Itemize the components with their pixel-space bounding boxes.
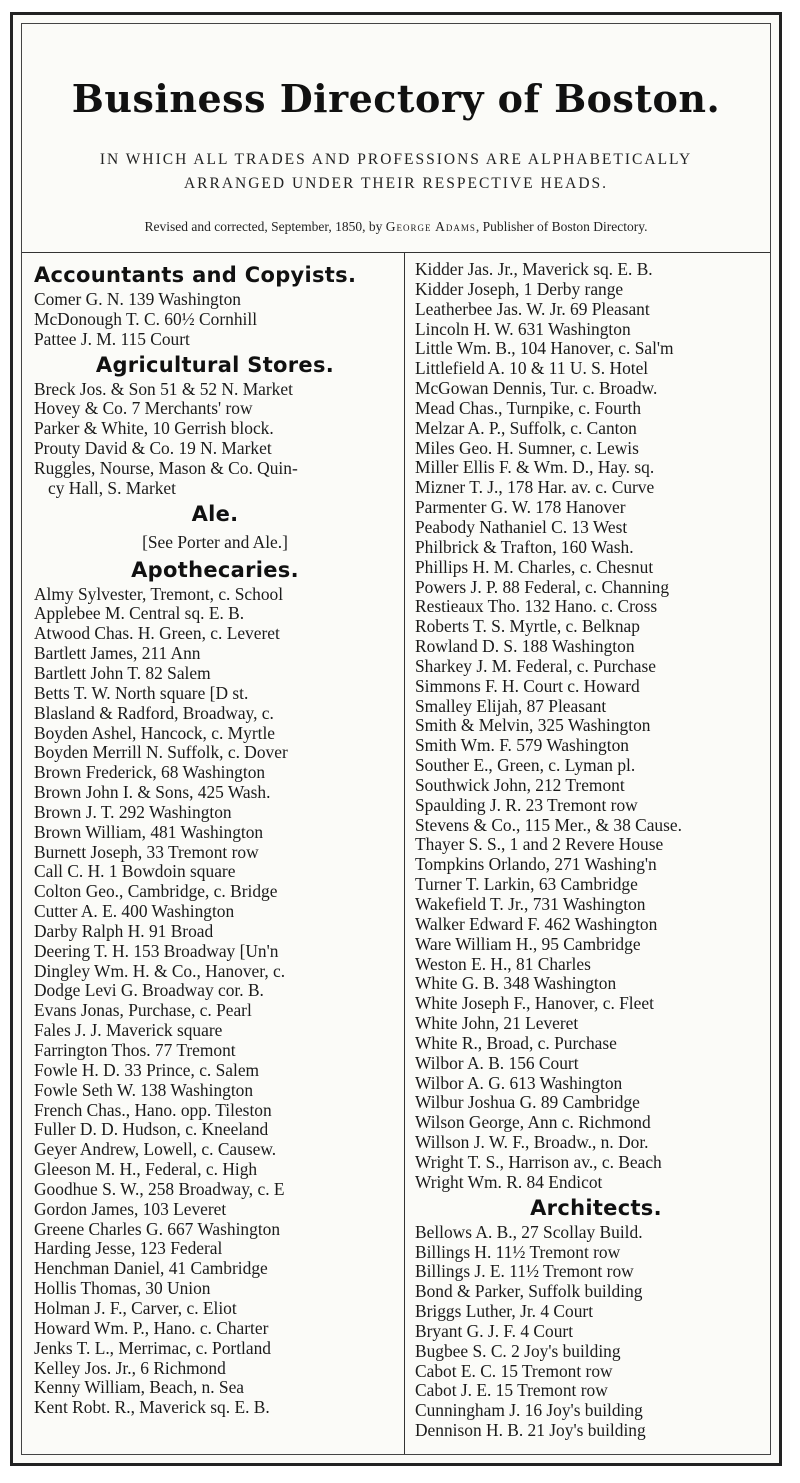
revision-suffix: , Publisher of Boston Directory. <box>475 219 648 234</box>
directory-entry: Brown J. T. 292 Washington <box>34 801 232 822</box>
directory-entry: McDonough T. C. 60½ Cornhill <box>34 308 258 329</box>
directory-entry: Stevens & Co., 115 Mer., & 38 Cause. <box>415 814 682 835</box>
directory-entry: Lincoln H. W. 631 Washington <box>415 318 631 339</box>
directory-entry: Applebee M. Central sq. E. B. <box>34 603 245 624</box>
publisher-name: George Adams <box>385 219 476 234</box>
revision-note <box>22 219 770 235</box>
directory-entry: Fowle H. D. 33 Prince, c. Salem <box>34 1059 260 1080</box>
section-heading-accountants: Accountants and Copyists. <box>34 263 357 287</box>
directory-entry: Colton Geo., Cambridge, c. Bridge <box>34 881 278 902</box>
directory-entry: Southwick John, 212 Tremont <box>415 774 625 795</box>
agricultural-list <box>34 380 396 479</box>
directory-entry: Wilson George, Ann c. Richmond <box>415 1112 651 1133</box>
directory-entry: Farrington Thos. 77 Tremont <box>34 1040 236 1060</box>
directory-entry: Almy Sylvester, Tremont, c. School <box>34 583 284 604</box>
directory-entry: Fowle Seth W. 138 Washington <box>34 1079 254 1100</box>
directory-entry: Burnett Joseph, 33 Tremont row <box>34 841 259 862</box>
directory-entry: Bartlett James, 211 Ann <box>34 643 201 664</box>
directory-entry: Willson J. W. F., Broadw., n. Dor. <box>415 1132 649 1153</box>
directory-entry: Mead Chas., Turnpike, c. Fourth <box>415 397 642 418</box>
directory-entry: Bryant G. J. F. 4 Court <box>415 1320 574 1341</box>
section-heading-apothecaries: Apothecaries. <box>131 557 299 582</box>
directory-entry: Smith & Melvin, 325 Washington <box>415 715 651 736</box>
directory-entry: Bond & Parker, Suffolk building <box>415 1281 643 1302</box>
directory-entry: Sharkey J. M. Federal, c. Purchase <box>415 655 656 676</box>
directory-entry: Cabot J. E. 15 Tremont row <box>415 1380 608 1401</box>
directory-entry: McGowan Dennis, Tur. c. Broadw. <box>415 378 658 399</box>
directory-entry: Breck Jos. & Son 51 & 52 N. Market <box>34 378 293 399</box>
column-divider <box>404 252 405 1454</box>
directory-entry: Henchman Daniel, 41 Cambridge <box>34 1258 268 1279</box>
directory-entry: Prouty David & Co. 19 N. Market <box>34 438 272 459</box>
directory-entry: Rowland D. S. 188 Washington <box>415 636 635 657</box>
directory-entry: Smith Wm. F. 579 Washington <box>415 735 629 756</box>
directory-entry: Cabot E. C. 15 Tremont row <box>415 1360 613 1381</box>
directory-entry: Bellows A. B., 27 Scollay Build. <box>415 1221 643 1242</box>
left-column <box>34 260 396 1418</box>
section-heading-ale: Ale. <box>191 501 239 526</box>
directory-entry: Betts T. W. North square [D st. <box>34 682 249 703</box>
directory-entry: Brown Frederick, 68 Washington <box>34 762 266 783</box>
directory-page <box>10 12 782 1466</box>
directory-entry: Boyden Ashel, Hancock, c. Myrtle <box>34 722 275 743</box>
directory-entry: French Chas., Hano. opp. Tileston <box>34 1099 272 1120</box>
accountants-list <box>34 290 396 350</box>
directory-entry: Wright Wm. R. 84 Endicot <box>415 1171 603 1192</box>
directory-entry: Howard Wm. P., Hano. c. Charter <box>34 1317 269 1338</box>
directory-entry: Atwood Chas. H. Green, c. Leveret <box>34 623 280 644</box>
directory-entry: Melzar A. P., Suffolk, c. Canton <box>415 417 637 438</box>
directory-entry: Powers J. P. 88 Federal, c. Channing <box>415 576 670 597</box>
directory-entry: Deering T. H. 153 Broadway [Un'n <box>34 940 279 961</box>
directory-entry: Phillips H. M. Charles, c. Chesnut <box>415 556 654 577</box>
directory-entry: Greene Charles G. 667 Washington <box>34 1218 281 1239</box>
directory-entry: Miles Geo. H. Sumner, c. Lewis <box>415 437 639 458</box>
directory-entry: Darby Ralph H. 91 Broad <box>34 920 214 941</box>
directory-entry: White G. B. 348 Washington <box>415 973 617 994</box>
directory-entry: White Joseph F., Hanover, c. Fleet <box>415 993 654 1014</box>
directory-entry: Wilbor A. G. 613 Washington <box>415 1072 623 1093</box>
directory-entry: Leatherbee Jas. W. Jr. 69 Pleasant <box>415 298 650 319</box>
directory-entry: Wright T. S., Harrison av., c. Beach <box>415 1151 662 1172</box>
right-column <box>415 260 777 1441</box>
directory-entry: Turner T. Larkin, 63 Cambridge <box>415 874 638 895</box>
directory-entry: Smalley Elijah, 87 Pleasant <box>415 695 607 716</box>
directory-entry: Harding Jesse, 123 Federal <box>34 1238 223 1259</box>
directory-entry: Kent Robt. R., Maverick sq. E. B. <box>34 1397 270 1418</box>
directory-entry: Hovey & Co. 7 Merchants' row <box>34 398 253 419</box>
directory-entry: Philbrick & Trafton, 160 Wash. <box>415 536 634 557</box>
directory-entry: Cutter A. E. 400 Washington <box>34 901 235 922</box>
directory-entry: White John, 21 Leveret <box>415 1013 579 1034</box>
directory-entry: Ruggles, Nourse, Mason & Co. Quin- <box>34 457 298 478</box>
directory-entry: Call C. H. 1 Bowdoin square <box>34 861 236 882</box>
directory-entry: Fales J. J. Maverick square <box>34 1020 223 1041</box>
directory-entry: Billings J. E. 11½ Tremont row <box>415 1261 634 1282</box>
directory-entry: Kenny William, Beach, n. Sea <box>34 1377 245 1398</box>
subtitle-line-2: ARRANGED UNDER THEIR RESPECTIVE HEADS. <box>183 175 609 192</box>
directory-entry: Peabody Nathaniel C. 13 West <box>415 516 628 537</box>
directory-entry: Comer G. N. 139 Washington <box>34 289 241 309</box>
section-heading-agricultural: Agricultural Stores. <box>95 352 335 377</box>
directory-entry: Evans Jonas, Purchase, c. Pearl <box>34 1000 252 1021</box>
directory-entry: Cunningham J. 16 Joy's building <box>415 1400 643 1421</box>
directory-entry: Restieaux Tho. 132 Hano. c. Cross <box>415 596 658 617</box>
section-heading-architects: Architects. <box>530 1195 662 1220</box>
directory-entry: Gleeson M. H., Federal, c. High <box>34 1159 258 1180</box>
directory-entry: Bugbee S. C. 2 Joy's building <box>415 1340 621 1361</box>
page-title: Business Directory of Boston. <box>71 76 721 121</box>
directory-entry: Little Wm. B., 104 Hanover, c. Sal'm <box>415 338 674 359</box>
directory-entry: Walker Edward F. 462 Washington <box>415 913 658 934</box>
directory-entry: Weston E. H., 81 Charles <box>415 953 591 974</box>
directory-entry: Holman J. F., Carver, c. Eliot <box>34 1297 237 1318</box>
directory-entry: Tompkins Orlando, 271 Washing'n <box>415 854 657 875</box>
directory-entry: Dodge Levi G. Broadway cor. B. <box>34 980 264 1001</box>
header-divider <box>22 252 770 253</box>
directory-entry: Hollis Thomas, 30 Union <box>34 1278 211 1299</box>
directory-entry: Ware William H., 95 Cambridge <box>415 933 641 954</box>
directory-entry: Roberts T. S. Myrtle, c. Belknap <box>415 616 640 637</box>
directory-entry: Pattee J. M. 115 Court <box>34 328 190 349</box>
directory-entry: Brown John I. & Sons, 425 Wash. <box>34 782 271 803</box>
directory-entry: Briggs Luther, Jr. 4 Court <box>415 1301 594 1322</box>
directory-entry: Kidder Joseph, 1 Derby range <box>415 278 624 299</box>
directory-entry: cy Hall, S. Market <box>48 477 176 498</box>
apothecaries-continued-list <box>415 260 777 1193</box>
directory-entry: Thayer S. S., 1 and 2 Revere House <box>415 834 664 855</box>
directory-entry: Parmenter G. W. 178 Hanover <box>415 497 626 518</box>
directory-entry: Geyer Andrew, Lowell, c. Causew. <box>34 1139 277 1160</box>
directory-entry: Dingley Wm. H. & Co., Hanover, c. <box>34 960 286 981</box>
directory-entry: Miller Ellis F. & Wm. D., Hay. sq. <box>415 457 655 478</box>
directory-entry: White R., Broad, c. Purchase <box>415 1032 617 1053</box>
directory-entry: Bartlett John T. 82 Salem <box>34 662 211 683</box>
directory-entry: Wakefield T. Jr., 731 Washington <box>415 894 646 914</box>
directory-entry: Littlefield A. 10 & 11 U. S. Hotel <box>415 358 649 379</box>
directory-entry: Billings H. 11½ Tremont row <box>415 1241 621 1262</box>
page-frame <box>21 23 771 1455</box>
directory-entry: Blasland & Radford, Broadway, c. <box>34 702 274 723</box>
directory-entry: Wilbor A. B. 156 Court <box>415 1052 579 1073</box>
cross-reference: [See Porter and Ale.] <box>142 531 288 552</box>
directory-entry: Boyden Merrill N. Suffolk, c. Dover <box>34 742 288 763</box>
page-subtitle <box>22 148 770 196</box>
directory-entry: Mizner T. J., 178 Har. av. c. Curve <box>415 477 655 498</box>
architects-list <box>415 1223 777 1441</box>
subtitle-line-1: IN WHICH ALL TRADES AND PROFESSIONS ARE ALPHABETICALLY <box>99 151 693 168</box>
directory-entry: Kelley Jos. Jr., 6 Richmond <box>34 1357 226 1378</box>
directory-entry: Souther E., Green, c. Lyman pl. <box>415 755 636 776</box>
revision-prefix: Revised and corrected, September, 1850, by <box>144 219 386 234</box>
directory-entry: Parker & White, 10 Gerrish block. <box>34 418 274 439</box>
directory-entry: Wilbur Joshua G. 89 Cambridge <box>415 1092 640 1113</box>
directory-entry: Dennison H. B. 21 Joy's building <box>415 1420 646 1441</box>
directory-entry: Fuller D. D. Hudson, c. Kneeland <box>34 1119 269 1140</box>
directory-entry: Goodhue S. W., 258 Broadway, c. E <box>34 1178 285 1199</box>
directory-entry: Simmons F. H. Court c. Howard <box>415 675 640 696</box>
directory-entry: Gordon James, 103 Leveret <box>34 1198 227 1219</box>
directory-entry: Jenks T. L., Merrimac, c. Portland <box>34 1337 271 1358</box>
directory-entry: Kidder Jas. Jr., Maverick sq. E. B. <box>415 259 653 279</box>
directory-entry: Spaulding J. R. 23 Tremont row <box>415 794 638 815</box>
directory-entry: Brown William, 481 Washington <box>34 821 264 842</box>
apothecaries-list <box>34 585 396 1418</box>
